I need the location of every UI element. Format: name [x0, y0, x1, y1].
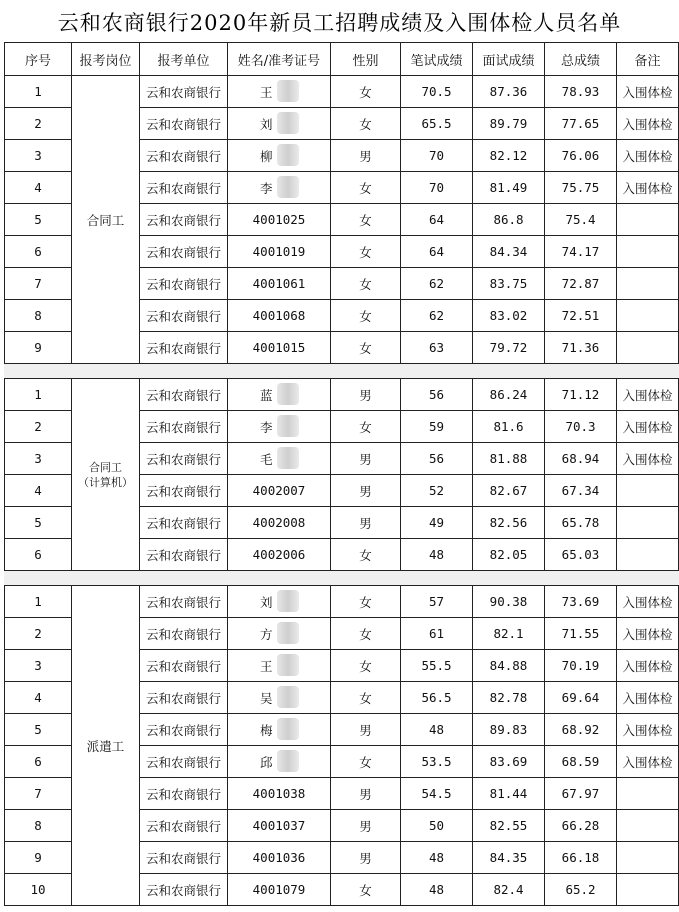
group-separator: [5, 364, 679, 379]
written-score: 62: [401, 300, 473, 332]
written-score: 49: [401, 507, 473, 539]
gender-cell: 男: [331, 140, 401, 172]
candidate-name-cell: [228, 746, 331, 778]
gender-cell: 男: [331, 778, 401, 810]
candidate-name-cell: [228, 172, 331, 204]
note-cell: 入围体检: [617, 76, 679, 108]
row-number: 6: [5, 236, 72, 268]
gender-cell: 男: [331, 714, 401, 746]
unit-cell: 云和农商银行: [140, 810, 228, 842]
unit-cell: 云和农商银行: [140, 778, 228, 810]
redaction-blur: [277, 144, 299, 166]
unit-cell: 云和农商银行: [140, 650, 228, 682]
interview-score: 79.72: [473, 332, 545, 364]
gender-cell: 女: [331, 682, 401, 714]
candidate-id: 4001038: [228, 778, 331, 810]
candidate-name: 柳: [260, 148, 273, 164]
written-score: 56.5: [401, 682, 473, 714]
candidate-name-cell: [228, 140, 331, 172]
unit-cell: 云和农商银行: [140, 539, 228, 571]
row-number: 4: [5, 172, 72, 204]
candidate-id: 4001079: [228, 874, 331, 906]
candidate-name: 刘: [260, 594, 273, 610]
total-score: 71.36: [545, 332, 617, 364]
redaction-blur: [277, 750, 299, 772]
interview-score: 81.49: [473, 172, 545, 204]
unit-cell: 云和农商银行: [140, 140, 228, 172]
total-score: 71.12: [545, 379, 617, 411]
candidate-name-cell: [228, 76, 331, 108]
header-gender: 性别: [331, 43, 401, 76]
gender-cell: 女: [331, 76, 401, 108]
redaction-blur: [277, 80, 299, 102]
interview-score: 82.4: [473, 874, 545, 906]
row-number: 1: [5, 76, 72, 108]
unit-cell: 云和农商银行: [140, 236, 228, 268]
candidate-name-wrap: [228, 721, 330, 739]
written-score: 64: [401, 204, 473, 236]
unit-cell: 云和农商银行: [140, 586, 228, 618]
total-score: 67.34: [545, 475, 617, 507]
unit-cell: 云和农商银行: [140, 475, 228, 507]
note-cell: 入围体检: [617, 140, 679, 172]
total-score: 66.18: [545, 842, 617, 874]
row-number: 2: [5, 618, 72, 650]
written-score: 65.5: [401, 108, 473, 140]
candidate-name-wrap: [228, 657, 330, 675]
row-number: 3: [5, 650, 72, 682]
candidate-id: 4001037: [228, 810, 331, 842]
candidate-name: 李: [260, 419, 273, 435]
note-cell: 入围体检: [617, 443, 679, 475]
unit-cell: 云和农商银行: [140, 300, 228, 332]
position-cell: [72, 586, 140, 906]
note-cell: 入围体检: [617, 746, 679, 778]
note-cell: [617, 332, 679, 364]
table-row: [5, 379, 679, 411]
gender-cell: 女: [331, 204, 401, 236]
gender-cell: 女: [331, 411, 401, 443]
written-score: 61: [401, 618, 473, 650]
row-number: 1: [5, 586, 72, 618]
unit-cell: 云和农商银行: [140, 507, 228, 539]
gender-cell: 男: [331, 810, 401, 842]
note-cell: 入围体检: [617, 714, 679, 746]
row-number: 3: [5, 140, 72, 172]
row-number: 1: [5, 379, 72, 411]
candidate-name-cell: [228, 379, 331, 411]
separator-cell: [5, 571, 679, 586]
header-no: 序号: [5, 43, 72, 76]
row-number: 5: [5, 714, 72, 746]
candidate-name-wrap: [228, 147, 330, 165]
unit-cell: 云和农商银行: [140, 746, 228, 778]
candidate-name-wrap: [228, 418, 330, 436]
candidate-id: 4001068: [228, 300, 331, 332]
unit-cell: 云和农商银行: [140, 842, 228, 874]
gender-cell: 男: [331, 379, 401, 411]
note-cell: [617, 204, 679, 236]
note-cell: 入围体检: [617, 650, 679, 682]
redaction-blur: [277, 622, 299, 644]
row-number: 2: [5, 108, 72, 140]
candidate-name-cell: [228, 586, 331, 618]
interview-score: 84.35: [473, 842, 545, 874]
row-number: 5: [5, 507, 72, 539]
candidate-name-cell: [228, 618, 331, 650]
candidate-id: 4001019: [228, 236, 331, 268]
interview-score: 84.34: [473, 236, 545, 268]
redaction-blur: [277, 383, 299, 405]
written-score: 50: [401, 810, 473, 842]
total-score: 66.28: [545, 810, 617, 842]
interview-score: 83.69: [473, 746, 545, 778]
written-score: 56: [401, 443, 473, 475]
written-score: 55.5: [401, 650, 473, 682]
note-cell: [617, 539, 679, 571]
unit-cell: 云和农商银行: [140, 76, 228, 108]
note-cell: [617, 507, 679, 539]
note-cell: [617, 236, 679, 268]
interview-score: 82.78: [473, 682, 545, 714]
note-cell: [617, 874, 679, 906]
written-score: 48: [401, 539, 473, 571]
gender-cell: 女: [331, 746, 401, 778]
candidate-name-wrap: [228, 753, 330, 771]
position-cell: [72, 76, 140, 364]
note-cell: [617, 778, 679, 810]
unit-cell: 云和农商银行: [140, 108, 228, 140]
candidate-name: 吴: [260, 690, 273, 706]
interview-score: 83.75: [473, 268, 545, 300]
interview-score: 83.02: [473, 300, 545, 332]
candidate-name: 王: [260, 84, 273, 100]
written-score: 48: [401, 874, 473, 906]
candidate-name: 蓝: [260, 387, 273, 403]
candidate-id: 4002008: [228, 507, 331, 539]
candidate-name-wrap: [228, 625, 330, 643]
gender-cell: 女: [331, 539, 401, 571]
redaction-blur: [277, 415, 299, 437]
candidate-name-wrap: [228, 689, 330, 707]
row-number: 9: [5, 842, 72, 874]
total-score: 72.51: [545, 300, 617, 332]
interview-score: 82.67: [473, 475, 545, 507]
table-row: [5, 76, 679, 108]
written-score: 64: [401, 236, 473, 268]
position-sub-label: （计算机）: [78, 475, 133, 489]
unit-cell: 云和农商银行: [140, 682, 228, 714]
total-score: 75.75: [545, 172, 617, 204]
candidate-id: 4001025: [228, 204, 331, 236]
candidate-name-wrap: [228, 593, 330, 611]
total-score: 77.65: [545, 108, 617, 140]
total-score: 73.69: [545, 586, 617, 618]
candidate-name-cell: [228, 650, 331, 682]
candidate-name: 李: [260, 180, 273, 196]
table-body: [5, 76, 679, 906]
candidate-id: 4001061: [228, 268, 331, 300]
position-label: 派遣工: [86, 738, 125, 754]
unit-cell: 云和农商银行: [140, 332, 228, 364]
written-score: 57: [401, 586, 473, 618]
gender-cell: 女: [331, 172, 401, 204]
interview-score: 86.8: [473, 204, 545, 236]
row-number: 6: [5, 539, 72, 571]
header-name: 姓名/准考证号: [228, 43, 331, 76]
unit-cell: 云和农商银行: [140, 411, 228, 443]
redaction-blur: [277, 590, 299, 612]
candidate-name-wrap: [228, 83, 330, 101]
note-cell: 入围体检: [617, 108, 679, 140]
written-score: 54.5: [401, 778, 473, 810]
gender-cell: 女: [331, 332, 401, 364]
written-score: 56: [401, 379, 473, 411]
candidate-name-cell: [228, 714, 331, 746]
row-number: 6: [5, 746, 72, 778]
row-number: 9: [5, 332, 72, 364]
header-unit: 报考单位: [140, 43, 228, 76]
gender-cell: 女: [331, 268, 401, 300]
gender-cell: 女: [331, 650, 401, 682]
total-score: 75.4: [545, 204, 617, 236]
interview-score: 82.05: [473, 539, 545, 571]
written-score: 48: [401, 714, 473, 746]
row-number: 4: [5, 682, 72, 714]
total-score: 71.55: [545, 618, 617, 650]
group-separator: [5, 571, 679, 586]
unit-cell: 云和农商银行: [140, 379, 228, 411]
position-label: 合同工: [86, 212, 125, 228]
header-total: 总成绩: [545, 43, 617, 76]
header-written: 笔试成绩: [401, 43, 473, 76]
total-score: 74.17: [545, 236, 617, 268]
total-score: 78.93: [545, 76, 617, 108]
redaction-blur: [277, 447, 299, 469]
row-number: 8: [5, 810, 72, 842]
candidate-id: 4001015: [228, 332, 331, 364]
total-score: 65.2: [545, 874, 617, 906]
row-number: 4: [5, 475, 72, 507]
header-position: 报考岗位: [72, 43, 140, 76]
redaction-blur: [277, 654, 299, 676]
gender-cell: 女: [331, 300, 401, 332]
candidate-name: 刘: [260, 116, 273, 132]
candidate-name: 梅: [260, 722, 273, 738]
candidate-name-cell: [228, 682, 331, 714]
note-cell: [617, 842, 679, 874]
row-number: 2: [5, 411, 72, 443]
separator-cell: [5, 364, 679, 379]
total-score: 65.03: [545, 539, 617, 571]
total-score: 67.97: [545, 778, 617, 810]
candidate-name-wrap: [228, 179, 330, 197]
interview-score: 87.36: [473, 76, 545, 108]
unit-cell: 云和农商银行: [140, 204, 228, 236]
note-cell: 入围体检: [617, 172, 679, 204]
table-row: [5, 586, 679, 618]
row-number: 10: [5, 874, 72, 906]
candidate-name-wrap: [228, 115, 330, 133]
unit-cell: 云和农商银行: [140, 714, 228, 746]
note-cell: 入围体检: [617, 682, 679, 714]
candidate-id: 4002007: [228, 475, 331, 507]
header-interview: 面试成绩: [473, 43, 545, 76]
interview-score: 82.12: [473, 140, 545, 172]
written-score: 70: [401, 172, 473, 204]
note-cell: [617, 475, 679, 507]
interview-score: 90.38: [473, 586, 545, 618]
unit-cell: 云和农商银行: [140, 443, 228, 475]
written-score: 52: [401, 475, 473, 507]
header-note: 备注: [617, 43, 679, 76]
candidate-name: 毛: [260, 451, 273, 467]
interview-score: 89.83: [473, 714, 545, 746]
written-score: 59: [401, 411, 473, 443]
candidate-name: 王: [260, 658, 273, 674]
interview-score: 81.44: [473, 778, 545, 810]
candidate-id: 4001036: [228, 842, 331, 874]
unit-cell: 云和农商银行: [140, 874, 228, 906]
written-score: 63: [401, 332, 473, 364]
redaction-blur: [277, 718, 299, 740]
total-score: 68.94: [545, 443, 617, 475]
interview-score: 81.6: [473, 411, 545, 443]
row-number: 3: [5, 443, 72, 475]
unit-cell: 云和农商银行: [140, 172, 228, 204]
redaction-blur: [277, 176, 299, 198]
total-score: 70.3: [545, 411, 617, 443]
unit-cell: 云和农商银行: [140, 618, 228, 650]
row-number: 8: [5, 300, 72, 332]
gender-cell: 女: [331, 108, 401, 140]
interview-score: 86.24: [473, 379, 545, 411]
gender-cell: 男: [331, 443, 401, 475]
interview-score: 82.56: [473, 507, 545, 539]
gender-cell: 男: [331, 475, 401, 507]
position-label: 合同工: [89, 460, 122, 474]
candidate-id: 4002006: [228, 539, 331, 571]
candidate-name-wrap: [228, 386, 330, 404]
candidate-name: 方: [260, 626, 273, 642]
interview-score: 82.55: [473, 810, 545, 842]
interview-score: 89.79: [473, 108, 545, 140]
candidate-name-cell: [228, 443, 331, 475]
written-score: 62: [401, 268, 473, 300]
candidate-name-wrap: [228, 450, 330, 468]
written-score: 70.5: [401, 76, 473, 108]
note-cell: 入围体检: [617, 586, 679, 618]
unit-cell: 云和农商银行: [140, 268, 228, 300]
note-cell: [617, 268, 679, 300]
row-number: 7: [5, 268, 72, 300]
row-number: 5: [5, 204, 72, 236]
total-score: 65.78: [545, 507, 617, 539]
gender-cell: 男: [331, 507, 401, 539]
interview-score: 81.88: [473, 443, 545, 475]
redaction-blur: [277, 112, 299, 134]
row-number: 7: [5, 778, 72, 810]
candidate-name-cell: [228, 108, 331, 140]
gender-cell: 女: [331, 586, 401, 618]
total-score: 70.19: [545, 650, 617, 682]
header-row: [5, 43, 679, 76]
gender-cell: 男: [331, 842, 401, 874]
note-cell: [617, 810, 679, 842]
note-cell: 入围体检: [617, 379, 679, 411]
written-score: 53.5: [401, 746, 473, 778]
total-score: 68.59: [545, 746, 617, 778]
results-table: [4, 42, 679, 906]
gender-cell: 女: [331, 874, 401, 906]
total-score: 76.06: [545, 140, 617, 172]
position-cell: [72, 379, 140, 571]
note-cell: [617, 300, 679, 332]
interview-score: 84.88: [473, 650, 545, 682]
page-title: 云和农商银行2020年新员工招聘成绩及入围体检人员名单: [57, 11, 622, 35]
gender-cell: 女: [331, 618, 401, 650]
note-cell: 入围体检: [617, 411, 679, 443]
redaction-blur: [277, 686, 299, 708]
total-score: 69.64: [545, 682, 617, 714]
interview-score: 82.1: [473, 618, 545, 650]
candidate-name: 邱: [260, 754, 273, 770]
note-cell: 入围体检: [617, 618, 679, 650]
total-score: 68.92: [545, 714, 617, 746]
gender-cell: 女: [331, 236, 401, 268]
candidate-name-cell: [228, 411, 331, 443]
written-score: 48: [401, 842, 473, 874]
total-score: 72.87: [545, 268, 617, 300]
written-score: 70: [401, 140, 473, 172]
